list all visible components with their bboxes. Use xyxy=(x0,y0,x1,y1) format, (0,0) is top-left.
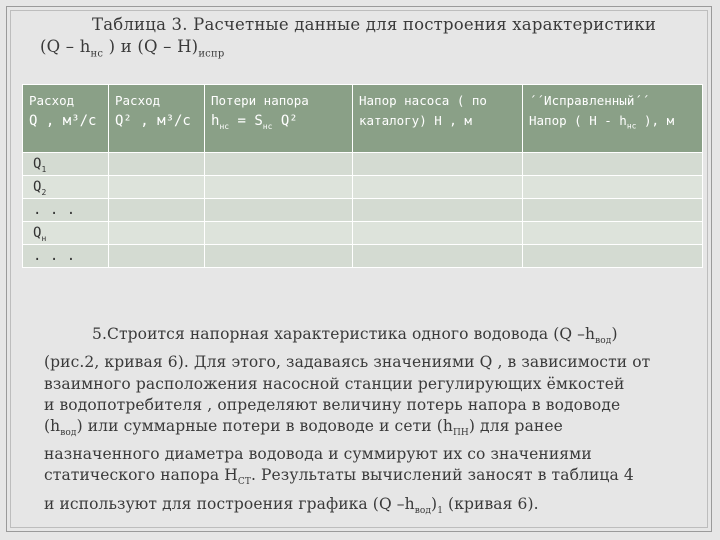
text-sub: ПН xyxy=(452,428,469,438)
flow-cell xyxy=(23,153,109,176)
table-cell xyxy=(109,153,205,176)
header-sub: нс xyxy=(626,121,637,131)
flow-cell xyxy=(23,176,109,199)
text-sub: вод xyxy=(595,336,612,347)
table-cell xyxy=(523,199,703,222)
header-corrected-head xyxy=(523,85,703,153)
cell-text: Q xyxy=(33,179,42,196)
table-cell xyxy=(523,176,703,199)
header-head-loss xyxy=(205,85,353,153)
table-cell xyxy=(205,245,353,268)
table-header-row xyxy=(23,85,703,153)
header-pump-head xyxy=(353,85,523,153)
text-part: (кривая 6). xyxy=(443,494,539,513)
header-text: каталогу) Н , м xyxy=(359,113,472,128)
body-paragraph xyxy=(44,324,708,522)
text-sub: СТ xyxy=(237,477,251,488)
cell-text: . . . xyxy=(33,248,76,265)
table-row xyxy=(23,245,703,268)
paragraph-line xyxy=(44,324,708,352)
text-part: ) xyxy=(431,494,438,513)
formula-part: h xyxy=(211,113,220,129)
text-part: (h xyxy=(44,416,61,435)
header-flow-squared xyxy=(109,85,205,153)
header-part: Напор ( Н - h xyxy=(529,113,627,128)
table-cell xyxy=(109,222,205,245)
cell-sub: 1 xyxy=(41,164,47,174)
header-text: Напор насоса ( по xyxy=(359,93,487,108)
header-text: Расход xyxy=(29,93,75,108)
text-part: ) или суммарные потери в водоводе и сети (h xyxy=(76,416,453,435)
cell-text: Q xyxy=(33,225,42,242)
flow-cell xyxy=(23,222,109,245)
text-part: . Результаты вычислений заносят в таблица 4 xyxy=(250,466,634,485)
formula-part: Q² xyxy=(272,113,298,129)
header-text: Q , м³/с xyxy=(29,113,97,129)
table-cell xyxy=(353,199,523,222)
table-cell xyxy=(205,153,353,176)
caption-part: ) и (Q – H) xyxy=(103,37,199,56)
table-cell xyxy=(205,222,353,245)
text-sub: 1 xyxy=(437,505,444,516)
table-row xyxy=(23,222,703,245)
paragraph-line: взаимного расположения насосной станции регулирующих ёмкостей xyxy=(44,374,625,393)
paragraph-line: и водопотребителя , определяют величину потерь напора в водоводе xyxy=(44,395,621,414)
caption-line-1: Таблица 3. Расчетные данные для построения характеристики xyxy=(92,15,657,34)
header-text: Потери напора xyxy=(211,93,309,108)
caption-line-2 xyxy=(40,36,700,65)
table-cell xyxy=(205,176,353,199)
caption-sub: нс xyxy=(90,48,104,60)
cell-text: . . . xyxy=(33,202,76,219)
table-cell xyxy=(109,176,205,199)
table-cell xyxy=(353,153,523,176)
header-text: ´´Исправленный´´ xyxy=(529,93,650,108)
table-cell xyxy=(109,199,205,222)
table-cell xyxy=(523,153,703,176)
text-part: и используют для построения графика (Q –h xyxy=(44,494,415,513)
formula-part: = S xyxy=(229,113,263,129)
flow-cell xyxy=(23,245,109,268)
text-part: ) для ранее xyxy=(468,416,563,435)
table-cell xyxy=(353,176,523,199)
table-row xyxy=(23,199,703,222)
paragraph-line: назначенного диаметра водовода и суммируют их со значениями xyxy=(44,445,592,464)
paragraph-line: (рис.2, кривая 6). Для этого, задаваясь значениями Q , в зависимости от xyxy=(44,353,651,372)
table-cell xyxy=(353,222,523,245)
header-text xyxy=(529,111,696,137)
paragraph-line xyxy=(44,494,708,522)
table-cell xyxy=(523,245,703,268)
paragraph-line xyxy=(44,416,708,444)
header-text: Расход xyxy=(115,93,161,108)
header-flow xyxy=(23,85,109,153)
table-row xyxy=(23,153,703,176)
table-cell xyxy=(109,245,205,268)
text-part: 5.Строится напорная характеристика одного водовода (Q –h xyxy=(92,325,596,343)
formula-sub: нс xyxy=(219,121,230,131)
cell-sub: н xyxy=(41,233,47,243)
table-cell xyxy=(523,222,703,245)
caption-sub: испр xyxy=(198,48,225,60)
calculation-table xyxy=(22,84,703,268)
paragraph-line xyxy=(44,465,708,493)
text-part: ) xyxy=(611,325,618,343)
header-text: Q² , м³/с xyxy=(115,113,191,129)
caption-part: (Q – h xyxy=(40,37,91,56)
text-sub: вод xyxy=(60,428,77,438)
head-loss-formula xyxy=(211,111,346,137)
table-row xyxy=(23,176,703,199)
text-part: статического напора Н xyxy=(44,466,238,485)
table-caption xyxy=(40,14,700,65)
cell-text: Q xyxy=(33,156,42,173)
flow-cell xyxy=(23,199,109,222)
cell-sub: 2 xyxy=(41,187,47,197)
text-sub: вод xyxy=(414,505,432,516)
table-cell xyxy=(353,245,523,268)
formula-sub: нс xyxy=(262,121,273,131)
table-cell xyxy=(205,199,353,222)
header-part: ), м xyxy=(636,113,675,128)
